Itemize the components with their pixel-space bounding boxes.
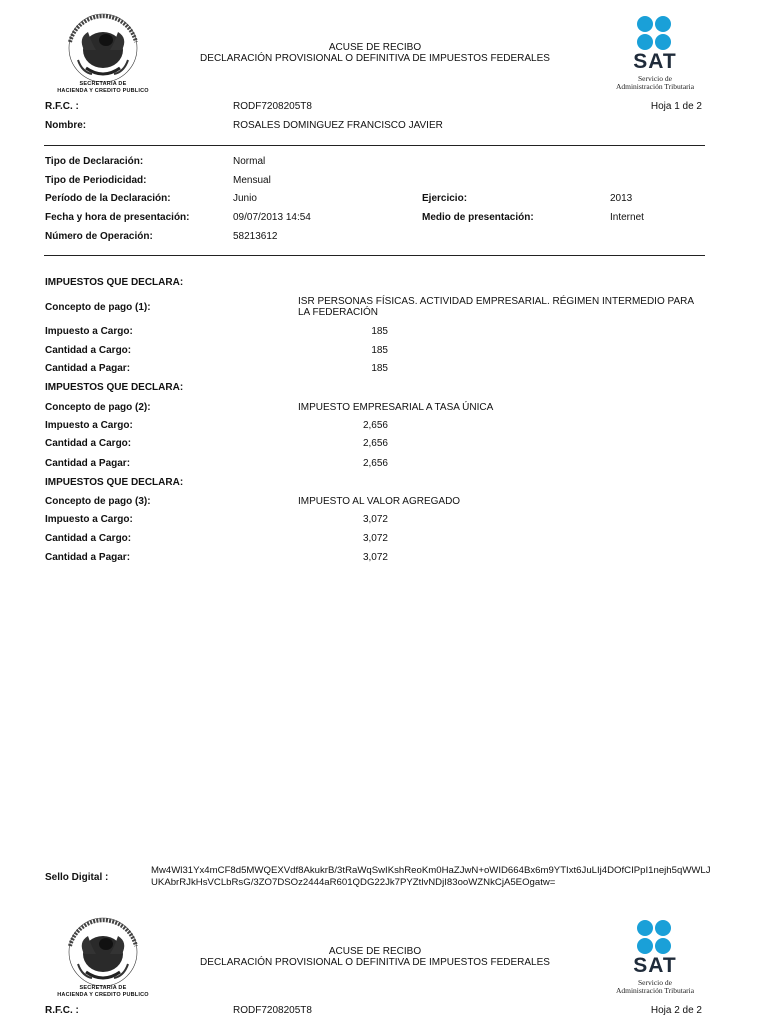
periodo-label: Período de la Declaración: [45,193,171,204]
sat-subtitle-1: Servicio de [638,74,672,83]
cantidad-cargo-label: Cantidad a Cargo: [45,533,132,544]
ejercicio-value: 2013 [610,193,633,204]
fecha-label: Fecha y hora de presentación: [45,212,190,223]
ejercicio-label: Ejercicio: [422,193,468,204]
cantidad-cargo-value: 185 [371,345,388,356]
document-header [170,42,580,64]
name-value: ROSALES DOMINGUEZ FRANCISCO JAVIER [233,120,443,131]
name-label: Nombre: [45,120,87,131]
concepto-value: IMPUESTO AL VALOR AGREGADO [298,496,461,507]
eagle-seal-icon [48,914,158,990]
section-heading: IMPUESTOS QUE DECLARA: [45,382,184,393]
concepto-value: ISR PERSONAS FÍSICAS. ACTIVIDAD EMPRESARIAL. RÉGIMEN INTERMEDIO PARA [298,296,695,307]
rfc-label: R.F.C. : [45,101,79,112]
divider [44,145,705,146]
concepto-label: Concepto de pago (3): [45,496,151,507]
document-header [170,946,580,968]
sat-logo [600,918,710,998]
cantidad-pagar-label: Cantidad a Pagar: [45,458,131,469]
eagle-seal-icon [48,10,158,86]
concepto-value-line2: LA FEDERACIÓN [298,307,379,318]
document-title: ACUSE DE RECIBO [328,42,422,53]
sello-line2: UKAbrRJkHsVCLbRsG/3ZO7DSOz2444aR601QDG22Jk7PYZtlvNDjI83ooWZNkCjA5EOgatw= [151,877,556,888]
seal-text-line1: SECRETARIA DE [79,985,127,991]
sat-subtitle-2: Administración Tributaria [615,986,695,995]
cantidad-cargo-value: 2,656 [362,438,388,449]
tipo-value: Normal [233,156,266,167]
section-heading: IMPUESTOS QUE DECLARA: [45,477,184,488]
cantidad-pagar-value: 3,072 [362,552,388,563]
seal-text-line2: HACIENDA Y CREDITO PUBLICO [57,88,149,94]
concepto-label: Concepto de pago (2): [45,402,151,413]
seal-text-line1: SECRETARIA DE [79,81,127,87]
sat-wordmark: SAT [633,954,677,977]
tipo-label: Tipo de Declaración: [45,156,144,167]
rfc-value: RODF7208205T8 [233,1005,312,1016]
cantidad-cargo-label: Cantidad a Cargo: [45,438,132,449]
page-number: Hoja 1 de 2 [650,101,702,112]
rfc-label: R.F.C. : [45,1005,79,1016]
medio-label: Medio de presentación: [422,212,534,223]
sat-dots-icon [600,918,710,956]
seal-text-line2: HACIENDA Y CREDITO PUBLICO [57,992,149,998]
impuesto-label: Impuesto a Cargo: [45,514,133,525]
concepto-label: Concepto de pago (1): [45,302,151,313]
cantidad-pagar-value: 2,656 [362,458,388,469]
operacion-value: 58213612 [233,231,278,242]
document-title: ACUSE DE RECIBO [328,946,422,957]
government-seal [48,914,158,1002]
sat-logo [600,14,710,94]
cantidad-cargo-value: 3,072 [362,533,388,544]
periodicidad-value: Mensual [233,175,271,186]
cantidad-pagar-value: 185 [371,363,388,374]
impuesto-value: 2,656 [362,420,388,431]
document-subtitle: DECLARACIÓN PROVISIONAL O DEFINITIVA DE IMPUESTOS FEDERALES [200,53,550,64]
operacion-label: Número de Operación: [45,231,153,242]
periodicidad-label: Tipo de Periodicidad: [45,175,147,186]
cantidad-pagar-label: Cantidad a Pagar: [45,363,131,374]
impuesto-label: Impuesto a Cargo: [45,326,133,337]
fecha-value: 09/07/2013 14:54 [233,212,311,223]
government-seal [48,10,158,98]
sello-line1: Mw4Wl31Yx4mCF8d5MWQEXVdf8AkukrB/3tRaWqSwIKshReoKm0HaZJwN+oWID664Bx6m9YTIxt6JuLIj4DOfCIPpI1nejh5qWWLJ [151,865,711,876]
divider [44,255,705,256]
sat-subtitle-1: Servicio de [638,978,672,987]
cantidad-cargo-label: Cantidad a Cargo: [45,345,132,356]
periodo-value: Junio [233,193,257,204]
page-number: Hoja 2 de 2 [650,1005,702,1016]
medio-value: Internet [610,212,644,223]
rfc-value: RODF7208205T8 [233,101,312,112]
section-heading: IMPUESTOS QUE DECLARA: [45,277,184,288]
impuesto-value: 185 [371,326,388,337]
cantidad-pagar-label: Cantidad a Pagar: [45,552,131,563]
sat-dots-icon [600,14,710,52]
impuesto-value: 3,072 [362,514,388,525]
document-subtitle: DECLARACIÓN PROVISIONAL O DEFINITIVA DE IMPUESTOS FEDERALES [200,957,550,968]
sat-subtitle-2: Administración Tributaria [615,82,695,91]
sello-label: Sello Digital : [45,872,109,883]
sat-wordmark: SAT [633,50,677,73]
concepto-value: IMPUESTO EMPRESARIAL A TASA ÚNICA [298,402,494,413]
impuesto-label: Impuesto a Cargo: [45,420,133,431]
